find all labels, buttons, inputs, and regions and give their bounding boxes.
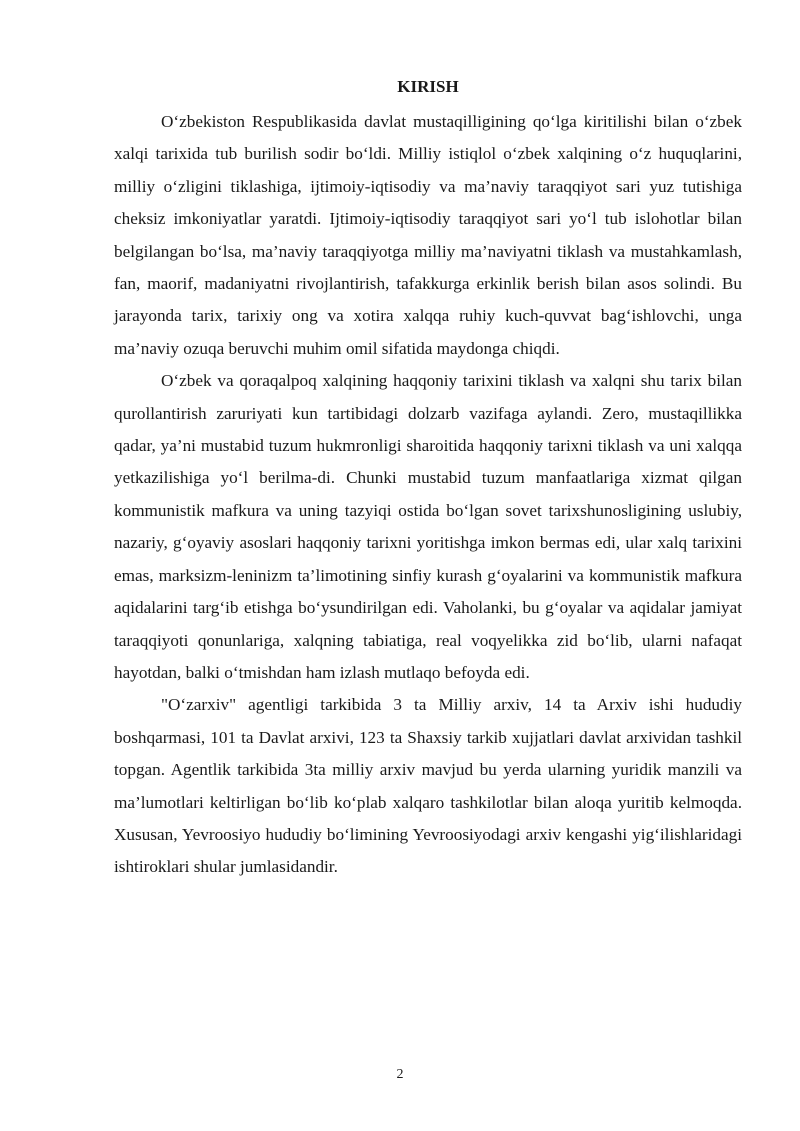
paragraph-2: O‘zbek va qoraqalpoq xalqining haqqoniy tarixini tiklash va xalqni shu tarix bilan qurollantirish zaruriyati kun tartibidagi dolzarb vazifaga aylandi. Zero, mustaqillikka qadar, ya’ni mustabid tuzum hukmronligi sharoitida haqqoniy tarixni tiklash va uni xalqqa yetkazilishiga yo‘l berilma-di. Chunki mustabid tuzum manfaatlariga xizmat qilgan kommunistik mafkura va uning tazyiqi ostida bo‘lgan sovet tarixshunosligining uslubiy, nazariy, g‘oyaviy asoslari haqqoniy tarixni yoritishga imkon bermas edi, ular xalq tarixini emas, marksizm-leninizm ta’limotining sinfiy kurash g‘oyalarini va kommunistik mafkura aqidalarini targ‘ib etishga bo‘ysundirilgan edi. Vaholanki, bu g‘oyalar va aqidalar jamiyat taraqqiyoti qonunlariga, xalqning tabiatiga, real voqyelikka zid bo‘lib, ularni nafaqat hayotdan, balki o‘tmishdan ham izlash mutlaqo befoyda edi. <box>114 371 742 682</box>
paragraph-1: O‘zbekiston Respublikasida davlat mustaqilligining qo‘lga kiritilishi bilan o‘zbek xalqi tarixida tub burilish sodir bo‘ldi. Milliy istiqlol o‘zbek xalqining o‘z huquqlarini, milliy o‘zligini tiklashiga, ijtimoiy-iqtisodiy va ma’naviy taraqqiyot sari yuz tutishiga cheksiz imkoniyatlar yaratdi. Ijtimoiy-iqtisodiy taraqqiyot sari yo‘l tub islohotlar bilan belgilangan bo‘lsa, ma’naviy taraqqiyotga milliy ma’naviyatni tiklash va mustahkamlash, fan, maorif, madaniyatni rivojlantirish, tafakkurga erkinlik berish bilan asos solindi. Bu jarayonda tarix, tarixiy ong va xotira xalqqa ruhiy kuch-quvvat bag‘ishlovchi, unga ma’naviy ozuqa beruvchi muhim omil sifatida maydonga chiqdi. <box>114 112 742 358</box>
section-title: KIRISH <box>397 77 459 96</box>
page-number: 2 <box>396 1067 404 1082</box>
document-page <box>114 74 742 884</box>
paragraph-3: "O‘zarxiv" agentligi tarkibida 3 ta Milliy arxiv, 14 ta Arxiv ishi hududiy boshqarmasi, 101 ta Davlat arxivi, 123 ta Shaxsiy tarkib xujjatlari davlat arxividan tashkil topgan. Agentlik tarkibida 3ta milliy arxiv mavjud bu yerda ularning yuridik manzili va ma’lumotlari keltirligan bo‘lib ko‘plab xalqaro tashkilotlar bilan aloqa yuritib kelmoqda. Xususan, Yevroosiyo hududiy bo‘limining Yevroosiyodagi arxiv kengashi yig‘ilishlaridagi ishtiroklari shular jumlasidandir. <box>114 695 742 877</box>
